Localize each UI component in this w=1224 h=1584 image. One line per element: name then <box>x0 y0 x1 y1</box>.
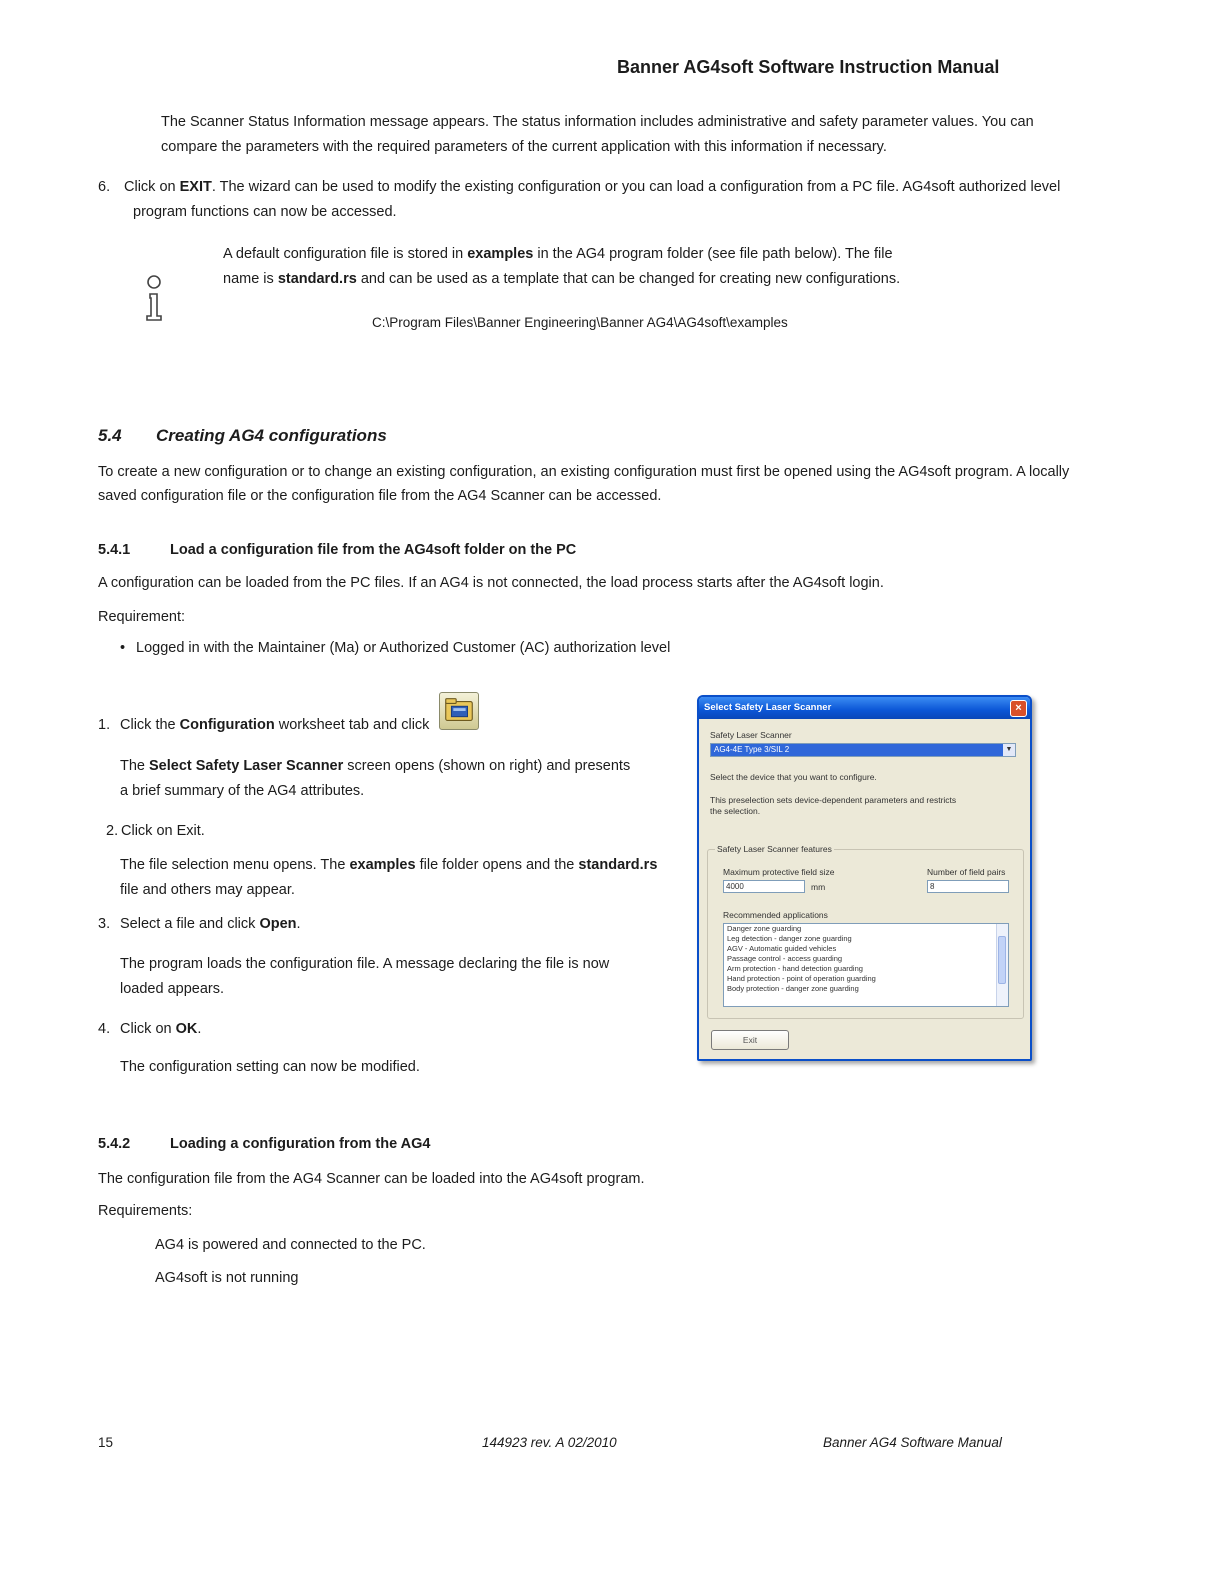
bullet-marker: • <box>120 640 126 656</box>
step-4-number: 4. <box>98 1021 111 1037</box>
requirement-bullet-text: Logged in with the Maintainer (Ma) or Authorized Customer (AC) authorization level <box>136 640 671 656</box>
chevron-down-icon[interactable]: ▼ <box>1003 744 1015 756</box>
scrollbar-thumb[interactable] <box>998 936 1006 984</box>
section-5-4-para-line-1: To create a new configuration or to change an existing configuration, an existing configuration must first be opened using the AG4soft program. A locally <box>98 464 1070 480</box>
features-group-label: Safety Laser Scanner features <box>717 844 832 854</box>
list-item: Arm protection - hand detection guarding <box>727 964 863 973</box>
step-6-line-2: program functions can now be accessed. <box>133 204 397 220</box>
step-6-line-1: Click on EXIT. The wizard can be used to modify the existing configuration or you can load a configuration from a PC file. AG4soft authorized level <box>124 179 1061 195</box>
field-pairs-input[interactable]: 8 <box>927 880 1009 893</box>
step-2-result-line-2: file and others may appear. <box>120 882 295 898</box>
section-5-4-1-title: Load a configuration file from the AG4soft folder on the PC <box>170 542 577 558</box>
list-item: Passage control - access guarding <box>727 954 843 963</box>
step-1-number: 1. <box>98 717 111 733</box>
list-item: AGV - Automatic guided vehicles <box>727 944 837 953</box>
requirement-1: AG4 is powered and connected to the PC. <box>155 1237 426 1253</box>
scanner-select-value: AG4-4E Type 3/SIL 2 <box>714 745 790 754</box>
dialog-hint-2: This preselection sets device-dependent parameters and restricts <box>710 795 957 805</box>
footer-document-id: 144923 rev. A 02/2010 <box>482 1435 617 1450</box>
note-file-path: C:\Program Files\Banner Engineering\Banner AG4\AG4soft\examples <box>372 315 788 330</box>
step-2-text: Click on Exit. <box>121 823 205 839</box>
page-header-title: Banner AG4soft Software Instruction Manual <box>617 57 1000 77</box>
field-pairs-label: Number of field pairs <box>927 867 1006 877</box>
section-5-4-2-title: Loading a configuration from the AG4 <box>170 1136 431 1152</box>
section-5-4-title: Creating AG4 configurations <box>156 426 387 445</box>
info-icon <box>143 272 167 324</box>
step-3-result-line-2: loaded appears. <box>120 981 224 997</box>
exit-button[interactable]: Exit <box>711 1030 789 1050</box>
section-5-4-2-requirements: Requirements: <box>98 1203 193 1219</box>
dialog-hint-3: the selection. <box>710 806 761 816</box>
max-field-size-unit: mm <box>811 882 826 892</box>
step-4-result: The configuration setting can now be modified. <box>120 1059 420 1075</box>
note-line-2: name is standard.rs and can be used as a template that can be changed for creating new configurations. <box>223 271 901 287</box>
step-4-text: Click on OK. <box>120 1021 202 1037</box>
list-item: Danger zone guarding <box>727 924 802 933</box>
step-2-number: 2. <box>106 823 119 839</box>
section-5-4-1-requirement: Requirement: <box>98 609 186 625</box>
scanner-select[interactable] <box>710 743 1016 757</box>
applications-list[interactable] <box>723 923 1009 1007</box>
list-item: Leg detection - danger zone guarding <box>727 934 852 943</box>
list-scrollbar[interactable] <box>996 924 1008 1006</box>
applications-label: Recommended applications <box>723 910 828 920</box>
dialog-title: Select Safety Laser Scanner <box>699 697 1030 719</box>
list-item: Hand protection - point of operation guarding <box>727 974 876 983</box>
scanner-label: Safety Laser Scanner <box>710 730 792 740</box>
step-2-result-line-1: The file selection menu opens. The examples file folder opens and the standard.rs <box>120 857 658 873</box>
section-5-4-number: 5.4 <box>98 426 122 445</box>
configuration-open-icon[interactable] <box>439 692 479 730</box>
footer-page-number: 15 <box>98 1435 114 1450</box>
step-1-result-line-2: a brief summary of the AG4 attributes. <box>120 783 365 799</box>
section-5-4-1-para: A configuration can be loaded from the PC files. If an AG4 is not connected, the load process starts after the AG4soft login. <box>98 575 884 591</box>
section-5-4-1-number: 5.4.1 <box>98 542 131 558</box>
section-5-4-2-number: 5.4.2 <box>98 1136 131 1152</box>
list-item: Body protection - danger zone guarding <box>727 984 859 993</box>
intro-line-1: The Scanner Status Information message appears. The status information includes administrative and safety parameter values. You can <box>161 114 1034 130</box>
requirement-2: AG4soft is not running <box>155 1270 299 1286</box>
max-field-size-input[interactable]: 4000 <box>723 880 805 893</box>
dialog-close-icon[interactable]: × <box>1010 700 1027 717</box>
dialog-hint-1: Select the device that you want to configure. <box>710 772 877 782</box>
select-safety-laser-scanner-dialog <box>697 695 1032 1061</box>
section-5-4-2-para: The configuration file from the AG4 Scanner can be loaded into the AG4soft program. <box>98 1171 645 1187</box>
step-1-result-line-1: The Select Safety Laser Scanner screen opens (shown on right) and presents <box>120 758 631 774</box>
step-3-result-line-1: The program loads the configuration file. A message declaring the file is now <box>120 956 610 972</box>
footer-manual-title: Banner AG4 Software Manual <box>823 1435 1002 1450</box>
step-6-number: 6. <box>98 179 111 195</box>
intro-line-2: compare the parameters with the required parameters of the current application with this information if necessary. <box>161 139 887 155</box>
section-5-4-para-line-2: saved configuration file or the configuration file from the AG4 Scanner can be accessed. <box>98 488 662 504</box>
max-field-size-label: Maximum protective field size <box>723 867 835 877</box>
step-3-number: 3. <box>98 916 111 932</box>
note-line-1: A default configuration file is stored in examples in the AG4 program folder (see file path below). The file <box>223 246 893 262</box>
step-3-text: Select a file and click Open. <box>120 916 301 932</box>
step-1-text: Click the Configuration worksheet tab and click <box>120 717 430 733</box>
